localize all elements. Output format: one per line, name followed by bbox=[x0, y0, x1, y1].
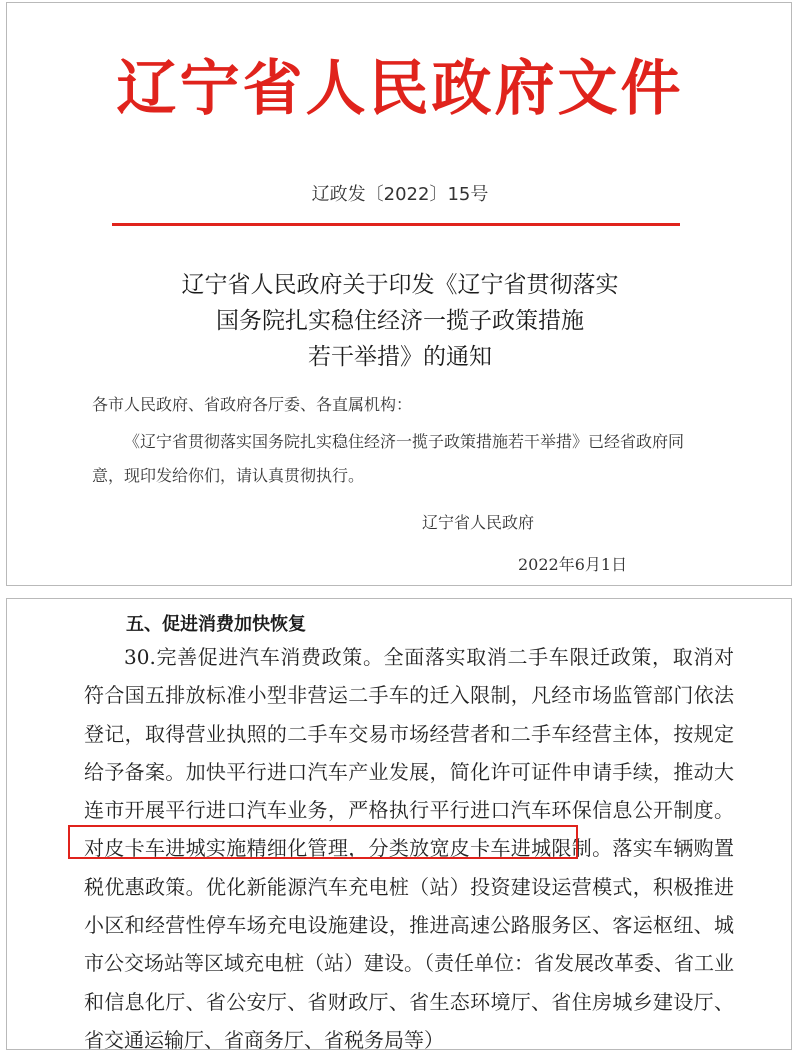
notice-title-line: 辽宁省人民政府关于印发《辽宁省贯彻落实 bbox=[181, 272, 619, 298]
highlighted-text bbox=[70, 827, 71, 828]
notice-body: 《辽宁省贯彻落实国务院扎实稳住经济一揽子政策措施若干举措》已经省政府同意，现印发给你们，请认真贯彻执行。 bbox=[92, 432, 685, 485]
notice-date: 2022年6月1日 bbox=[518, 555, 628, 574]
document-masthead: 辽宁省人民政府文件 bbox=[116, 54, 684, 124]
notice-title bbox=[0, 267, 800, 375]
notice-issuer: 辽宁省人民政府 bbox=[422, 513, 535, 532]
document-number: 辽政发〔2022〕15号 bbox=[311, 184, 489, 205]
section-heading: 五、促进消费加快恢复 bbox=[126, 614, 306, 635]
red-divider-rule bbox=[112, 223, 680, 226]
notice-addressee: 各市人民政府、省政府各厅委、各直属机构： bbox=[92, 395, 413, 414]
notice-title-line: 国务院扎实稳住经济一揽子政策措施 bbox=[216, 308, 584, 334]
highlight-box bbox=[68, 825, 578, 859]
article-text: 30.完善促进汽车消费政策。全面落实取消二手车限迁政策，取消对符合国五排放标准小型非营运二手车的迁入限制，凡经市场监管部门依法登记，取得营业执照的二手车交易市场经营者和二手车经营主体，按规定给予备案。加快平行进口汽车产业发展，简化许可证件申请手续，推动大连市开展平行进口汽车业务，严格执行平行进口汽车环保信息公开制度。对皮卡车进城实施精细化管理，分类放宽皮卡车进城限制。落实车辆购置税优惠政策。优化新能源汽车充电桩（站）投资建设运营模式，积极推进小区和经营性停车场充电设施建设，推进高速公路服务区、客运枢纽、城市公交场站等区域充电桩（站）建设。（责任单位：省发展改革委、省工业和信息化厅、省公安厅、省财政厅、省生态环境厅、省住房城乡建设厅、省交通运输厅、省商务厅、省税务局等） bbox=[84, 645, 734, 1052]
notice-title-line: 若干举措》的通知 bbox=[308, 344, 492, 370]
